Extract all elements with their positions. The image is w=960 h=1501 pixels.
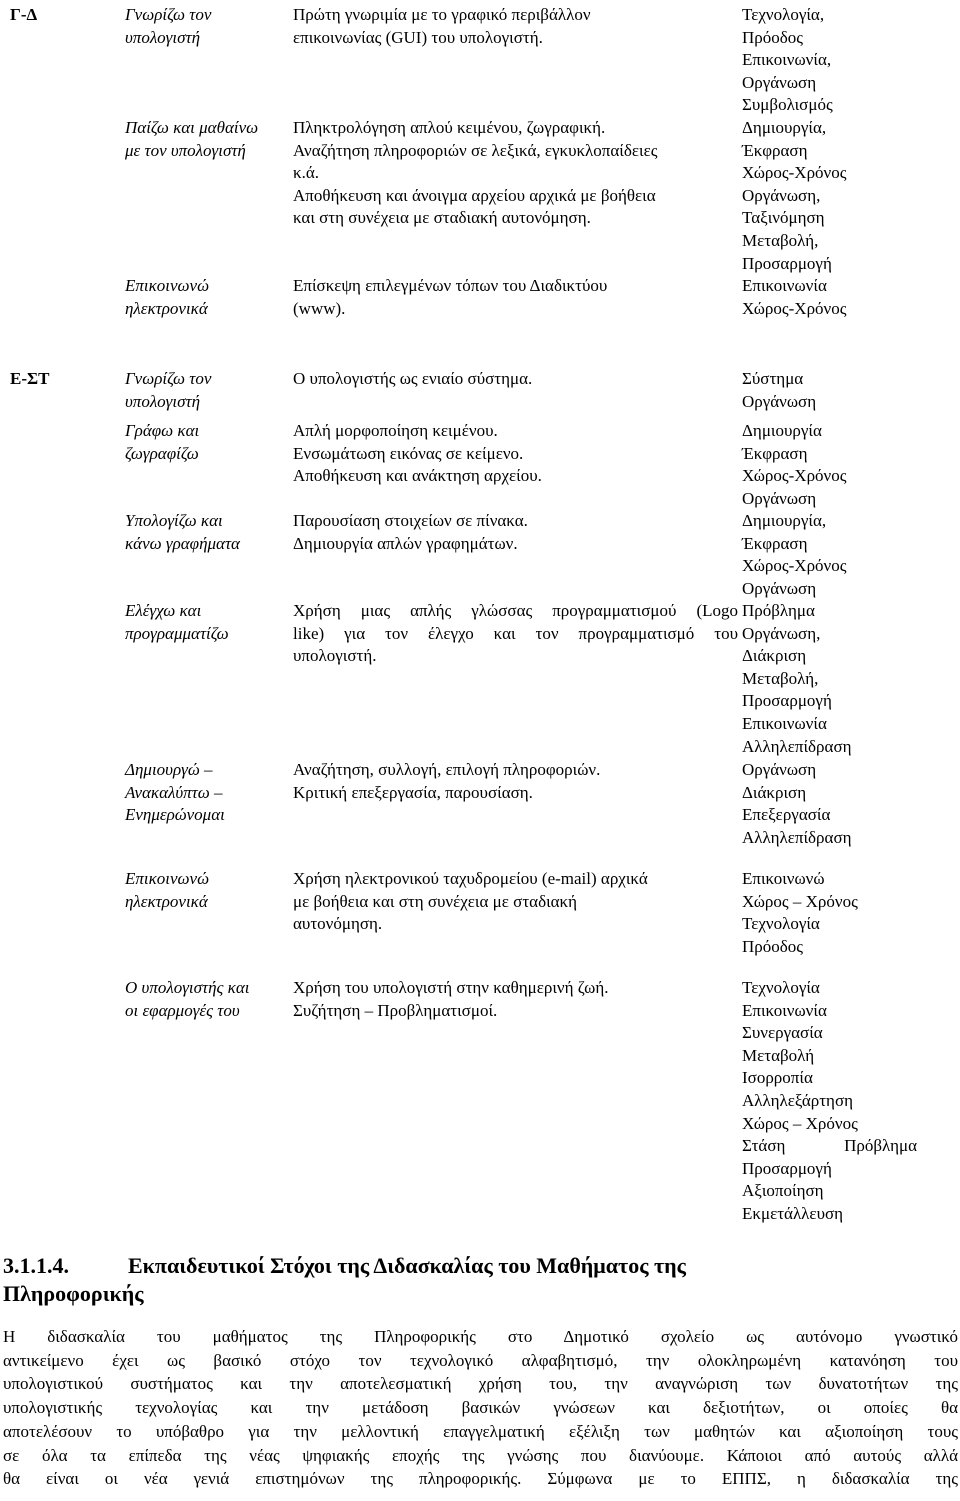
content-line: like) για τον έλεγχο και τον προγραμματισμό του (293, 623, 738, 643)
concept: Επικοινωνία (742, 1000, 827, 1020)
concept: Χώρος-Χρόνος (742, 298, 847, 318)
paragraph-line: Η διδασκαλία του μαθήματος της Πληροφορικής στο Δημοτικό σχολείο ως αυτόνομο γνωστικό (3, 1327, 958, 1346)
concept: Έκφραση (742, 533, 808, 553)
concept: Χώρος – Χρόνος (742, 1113, 858, 1133)
concept: Τεχνολογία, (742, 5, 825, 24)
content-line: Χρήση ηλεκτρονικού ταχυδρομείου (e-mail) αρχικά (293, 869, 648, 888)
content-line: με βοήθεια και στη συνέχεια με σταδιακή (293, 891, 578, 911)
concept: Μεταβολή, (742, 230, 819, 250)
concept: Αλληλεξάρτηση (742, 1090, 853, 1110)
concepts-cell (742, 868, 958, 958)
content-cell (293, 977, 738, 1022)
concepts-cell (742, 600, 958, 758)
concept: Δημιουργία, (742, 118, 827, 137)
content-line: κ.ά. (293, 163, 319, 183)
content-line: Κριτική επεξεργασία, παρουσίαση. (293, 782, 533, 802)
concept: Συνεργασία (742, 1023, 823, 1043)
content-cell (293, 275, 738, 320)
grade-label: Γ-Δ (10, 5, 38, 24)
concept: Οργάνωση, (742, 623, 821, 643)
concepts-cell (742, 368, 958, 413)
concept: Οργάνωση (742, 488, 817, 508)
concept: Αξιοποίηση (742, 1181, 824, 1201)
concept: Έκφραση (742, 140, 808, 160)
content-line: Ο υπολογιστής ως ενιαίο σύστημα. (293, 369, 533, 388)
area-line: ζωγραφίζω (125, 443, 199, 463)
concepts-cell (742, 977, 958, 1226)
area-line: Γνωρίζω τον (125, 369, 212, 388)
content-line: Συζήτηση – Προβληματισμοί. (293, 1000, 498, 1020)
area-line: ηλεκτρονικά (125, 298, 208, 318)
content-line: Ενσωμάτωση εικόνας σε κείμενο. (293, 443, 524, 463)
area-line: κάνω γραφήματα (125, 533, 240, 553)
concepts-cell (742, 275, 958, 320)
concept: Επικοινωνία (742, 713, 827, 733)
concepts-cell (742, 117, 958, 275)
area-line: Ο υπολογιστής και (125, 978, 250, 997)
concept: Πρόοδος (742, 27, 804, 47)
content-line: Απλή μορφοποίηση κειμένου. (293, 421, 498, 440)
concept: Οργάνωση (742, 578, 817, 598)
grade-label: Ε-ΣΤ (10, 369, 50, 388)
concept: Χώρος-Χρόνος (742, 556, 847, 576)
area-cell (125, 368, 290, 413)
area-cell (125, 275, 290, 320)
concept: Επεξεργασία (742, 805, 831, 825)
concept: Προσαρμογή (742, 1158, 832, 1178)
concept: Αλληλεπίδραση (742, 736, 852, 756)
content-line: υπολογιστή. (293, 646, 377, 666)
concept: Διάκριση (742, 782, 807, 802)
concept: Προσαρμογή (742, 691, 832, 711)
area-line: Γράφω και (125, 421, 200, 440)
content-line: Πρώτη γνωριμία με το γραφικό περιβάλλον (293, 5, 591, 24)
area-cell (125, 759, 290, 827)
concept: Ταξινόμηση (742, 208, 825, 228)
content-line: Δημιουργία απλών γραφημάτων. (293, 533, 518, 553)
section-title: Εκπαιδευτικοί Στόχοι της Διδασκαλίας του Μαθήματος της (128, 1253, 686, 1278)
content-line: και στη συνέχεια με σταδιακή αυτονόμηση. (293, 208, 591, 228)
concepts-cell (742, 759, 958, 849)
content-cell (293, 117, 738, 230)
content-line: Αποθήκευση και ανάκτηση αρχείου. (293, 466, 542, 486)
concept: Οργάνωση, (742, 185, 821, 205)
concept: Οργάνωση (742, 760, 817, 779)
area-line: υπολογιστή (125, 391, 201, 411)
concept: Πρόοδος (742, 936, 804, 956)
content-line: (www). (293, 298, 346, 318)
concept: Επικοινωνία (742, 276, 827, 295)
content-line: Πληκτρολόγηση απλού κειμένου, ζωγραφική. (293, 118, 606, 137)
area-line: Υπολογίζω και (125, 511, 223, 530)
concept: Σύστημα (742, 369, 804, 388)
concept: Τεχνολογία (742, 978, 820, 997)
paragraph-line: σε όλα τα επίπεδα της νέας ψηφιακής εποχής της γνώσης που διανύουμε. Κάποιοι από αυτούς αλλά (3, 1445, 958, 1465)
concepts-cell (742, 4, 958, 117)
content-cell (293, 868, 738, 936)
area-cell (125, 510, 290, 555)
area-line: προγραμματίζω (125, 623, 229, 643)
concept: Μεταβολή (742, 1045, 815, 1065)
area-line: Ενημερώνομαι (125, 805, 225, 825)
concept: Πρόβλημα (742, 601, 815, 620)
paragraph-line: αντικείμενο έχει ως βασικό στόχο τον τεχνολογικό αλφαβητισμό, την ολοκληρωμένη κατανόηση του (3, 1350, 958, 1370)
concepts-cell (742, 420, 958, 510)
paragraph-line: υπολογιστικής τεχνολογίας και την μετάδοση βασικών γνώσεων και δεξιοτήτων, οι οποίες θα (3, 1398, 958, 1418)
area-line: με τον υπολογιστή (125, 140, 246, 160)
paragraph-line: θα είναι οι νέα γενιά επιστημόνων της πληροφορικής. Σύμφωνα με το ΕΠΠΣ, η διδασκαλία της (3, 1469, 958, 1489)
concept: Εκμετάλλευση (742, 1203, 844, 1223)
content-line: επικοινωνίας (GUI) του υπολογιστή. (293, 27, 543, 47)
area-cell (125, 868, 290, 913)
area-line: υπολογιστή (125, 27, 201, 47)
content-line: Επίσκεψη επιλεγμένων τόπων του Διαδικτύου (293, 276, 608, 295)
concept: Στάση Πρόβλημα (742, 1136, 917, 1156)
area-line: Ελέγχω και (125, 601, 202, 620)
area-line: ηλεκτρονικά (125, 891, 208, 911)
content-line: Χρήση του υπολογιστή στην καθημερινή ζωή. (293, 978, 609, 997)
content-line: Αναζήτηση πληροφοριών σε λεξικά, εγκυκλοπαίδειες (293, 140, 658, 160)
concept: Προσαρμογή (742, 253, 832, 273)
concepts-cell (742, 510, 958, 600)
concept: Οργάνωση (742, 72, 817, 92)
concept: Οργάνωση (742, 391, 817, 411)
section-heading (3, 1252, 686, 1308)
concept: Ισορροπία (742, 1068, 813, 1088)
content-cell (293, 600, 738, 668)
area-cell (125, 600, 290, 645)
area-cell (125, 4, 290, 49)
paragraph-line: αποτελέσουν το υπόβαθρο για την μελλοντική επαγγελματική εξέλιξη των μαθητών και αξιοποίηση τους (3, 1421, 958, 1441)
content-line: Χρήση μιας απλής γλώσσας προγραμματισμού (Logo (293, 601, 738, 620)
area-line: Παίζω και μαθαίνω (125, 118, 259, 137)
content-line: Παρουσίαση στοιχείων σε πίνακα. (293, 511, 528, 530)
content-cell (293, 759, 738, 804)
section-number: 3.1.1.4. (3, 1253, 69, 1278)
content-line: αυτονόμηση. (293, 914, 383, 934)
area-cell (125, 977, 290, 1022)
concept: Μεταβολή, (742, 668, 819, 688)
body-paragraph (3, 1325, 958, 1491)
concept: Δημιουργία, (742, 511, 827, 530)
concept: Συμβολισμός (742, 95, 833, 115)
area-cell (125, 420, 290, 465)
concept: Επικοινωνία, (742, 50, 832, 70)
concept: Χώρος-Χρόνος (742, 163, 847, 183)
area-cell (125, 117, 290, 162)
concept: Έκφραση (742, 443, 808, 463)
content-cell (293, 368, 738, 391)
area-line: Γνωρίζω τον (125, 5, 212, 24)
concept: Αλληλεπίδραση (742, 827, 852, 847)
section-title-continued: Πληροφορικής (3, 1281, 144, 1306)
concept: Τεχνολογία (742, 914, 820, 934)
area-line: Δημιουργώ – (125, 760, 213, 779)
content-line: Αποθήκευση και άνοιγμα αρχείου αρχικά με βοήθεια (293, 185, 656, 205)
content-cell (293, 420, 738, 488)
area-line: Επικοινωνώ (125, 276, 209, 295)
content-cell (293, 510, 738, 555)
concept: Χώρος-Χρόνος (742, 466, 847, 486)
concept: Χώρος – Χρόνος (742, 891, 858, 911)
concept: Επικοινωνώ (742, 869, 825, 888)
area-line: Επικοινωνώ (125, 869, 209, 888)
content-line: Αναζήτηση, συλλογή, επιλογή πληροφοριών. (293, 760, 601, 779)
area-line: Ανακαλύπτω – (125, 782, 223, 802)
concept: Δημιουργία (742, 421, 822, 440)
paragraph-line: υπολογιστικού συστήματος και την αποτελεσματική χρήση του, την αναγνώριση των δυνατοτήτων της (3, 1374, 958, 1394)
area-line: οι εφαρμογές του (125, 1000, 240, 1020)
concept: Διάκριση (742, 646, 807, 666)
content-cell (293, 4, 738, 49)
